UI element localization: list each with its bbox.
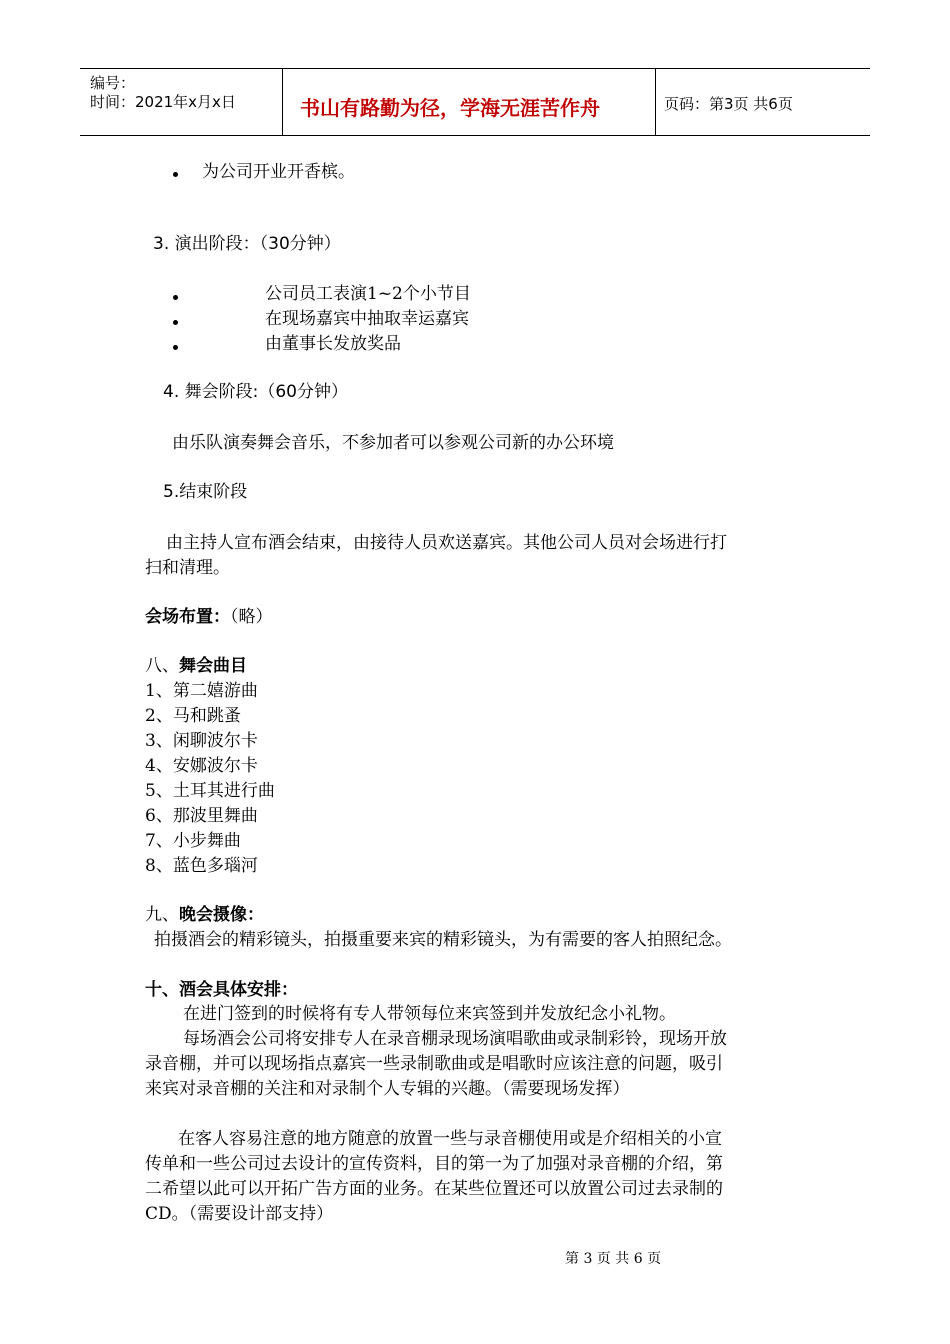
- section9-text: 拍摄酒会的精彩镜头，拍摄重要来宾的精彩镜头，为有需要的客人拍照纪念。: [154, 930, 732, 950]
- header-page-label: 页码：第3页 共6页: [664, 95, 793, 113]
- venue-label: 会场布置：: [145, 607, 230, 627]
- bullet-dot: [173, 172, 178, 177]
- stage3-item: 由董事长发放奖品: [265, 334, 401, 354]
- bullet-dot: [173, 295, 178, 300]
- header-divider-1: [282, 68, 283, 135]
- song-item: 6、那波里舞曲: [145, 806, 258, 826]
- stage5-text-line1: 由主持人宣布酒会结束，由接待人员欢送嘉宾。其他公司人员对会场进行打: [166, 533, 727, 553]
- venue-value: （略）: [230, 607, 273, 627]
- stage5-title: 5.结束阶段: [163, 482, 248, 502]
- song-item: 3、闲聊波尔卡: [145, 731, 258, 751]
- stage4-text: 由乐队演奏舞会音乐，不参加者可以参观公司新的办公环境: [172, 433, 614, 453]
- header-motto: 书山有路勤为径，学海无涯苦作舟: [300, 96, 600, 120]
- section9-title: 晚会摄像：: [179, 905, 264, 925]
- section10-p3-line1: 在客人容易注意的地方随意的放置一些与录音棚使用或是介绍相关的小宣: [178, 1129, 722, 1149]
- section8-title: 舞会曲目: [179, 656, 247, 676]
- section9-prefix: 九、: [145, 905, 179, 925]
- section10-p2-line1: 每场酒会公司将安排专人在录音棚录现场演唱歌曲或录制彩铃，现场开放: [183, 1029, 727, 1049]
- song-item: 2、马和跳蚤: [145, 706, 241, 726]
- header-divider-2: [655, 68, 656, 135]
- section10-p1: 在进门签到的时候将有专人带领每位来宾签到并发放纪念小礼物。: [183, 1004, 676, 1024]
- header-number-label: 编号：: [90, 74, 136, 92]
- stage3-item: 在现场嘉宾中抽取幸运嘉宾: [265, 309, 469, 329]
- stage3-title: 3. 演出阶段：（30分钟）: [153, 234, 341, 254]
- section10-p3-line2: 传单和一些公司过去设计的宣传资料，目的第一为了加强对录音棚的介绍，第: [145, 1154, 723, 1174]
- bullet-dot: [173, 320, 178, 325]
- section10-p3-line4: CD。（需要设计部支持）: [145, 1204, 334, 1224]
- header-date-label: 时间：2021年x月x日: [90, 93, 236, 111]
- song-item: 1、第二嬉游曲: [145, 681, 258, 701]
- section10-p2-line2: 录音棚，并可以现场指点嘉宾一些录制歌曲或是唱歌时应该注意的问题，吸引: [145, 1054, 723, 1074]
- song-item: 4、安娜波尔卡: [145, 756, 258, 776]
- section10-p3-line3: 二希望以此可以开拓广告方面的业务。在某些位置还可以放置公司过去录制的: [145, 1179, 723, 1199]
- song-item: 7、小步舞曲: [145, 831, 241, 851]
- stage4-title: 4. 舞会阶段:（60分钟）: [163, 382, 348, 402]
- page-footer: 第 3 页 共 6 页: [565, 1251, 662, 1267]
- section10-title: 十、酒会具体安排：: [145, 980, 298, 1000]
- stage5-text-line2: 扫和清理。: [145, 558, 230, 578]
- song-item: 8、蓝色多瑙河: [145, 856, 258, 876]
- header-bottom-rule: [80, 135, 870, 136]
- header-top-rule: [80, 68, 870, 69]
- section8-prefix: 八、: [145, 656, 179, 676]
- song-item: 5、土耳其进行曲: [145, 781, 275, 801]
- section10-p2-line3: 来宾对录音棚的关注和对录制个人专辑的兴趣。（需要现场发挥）: [145, 1079, 630, 1099]
- bullet-champagne: 为公司开业开香槟。: [202, 162, 355, 182]
- stage3-item: 公司员工表演1~2个小节目: [265, 284, 471, 304]
- bullet-dot: [173, 345, 178, 350]
